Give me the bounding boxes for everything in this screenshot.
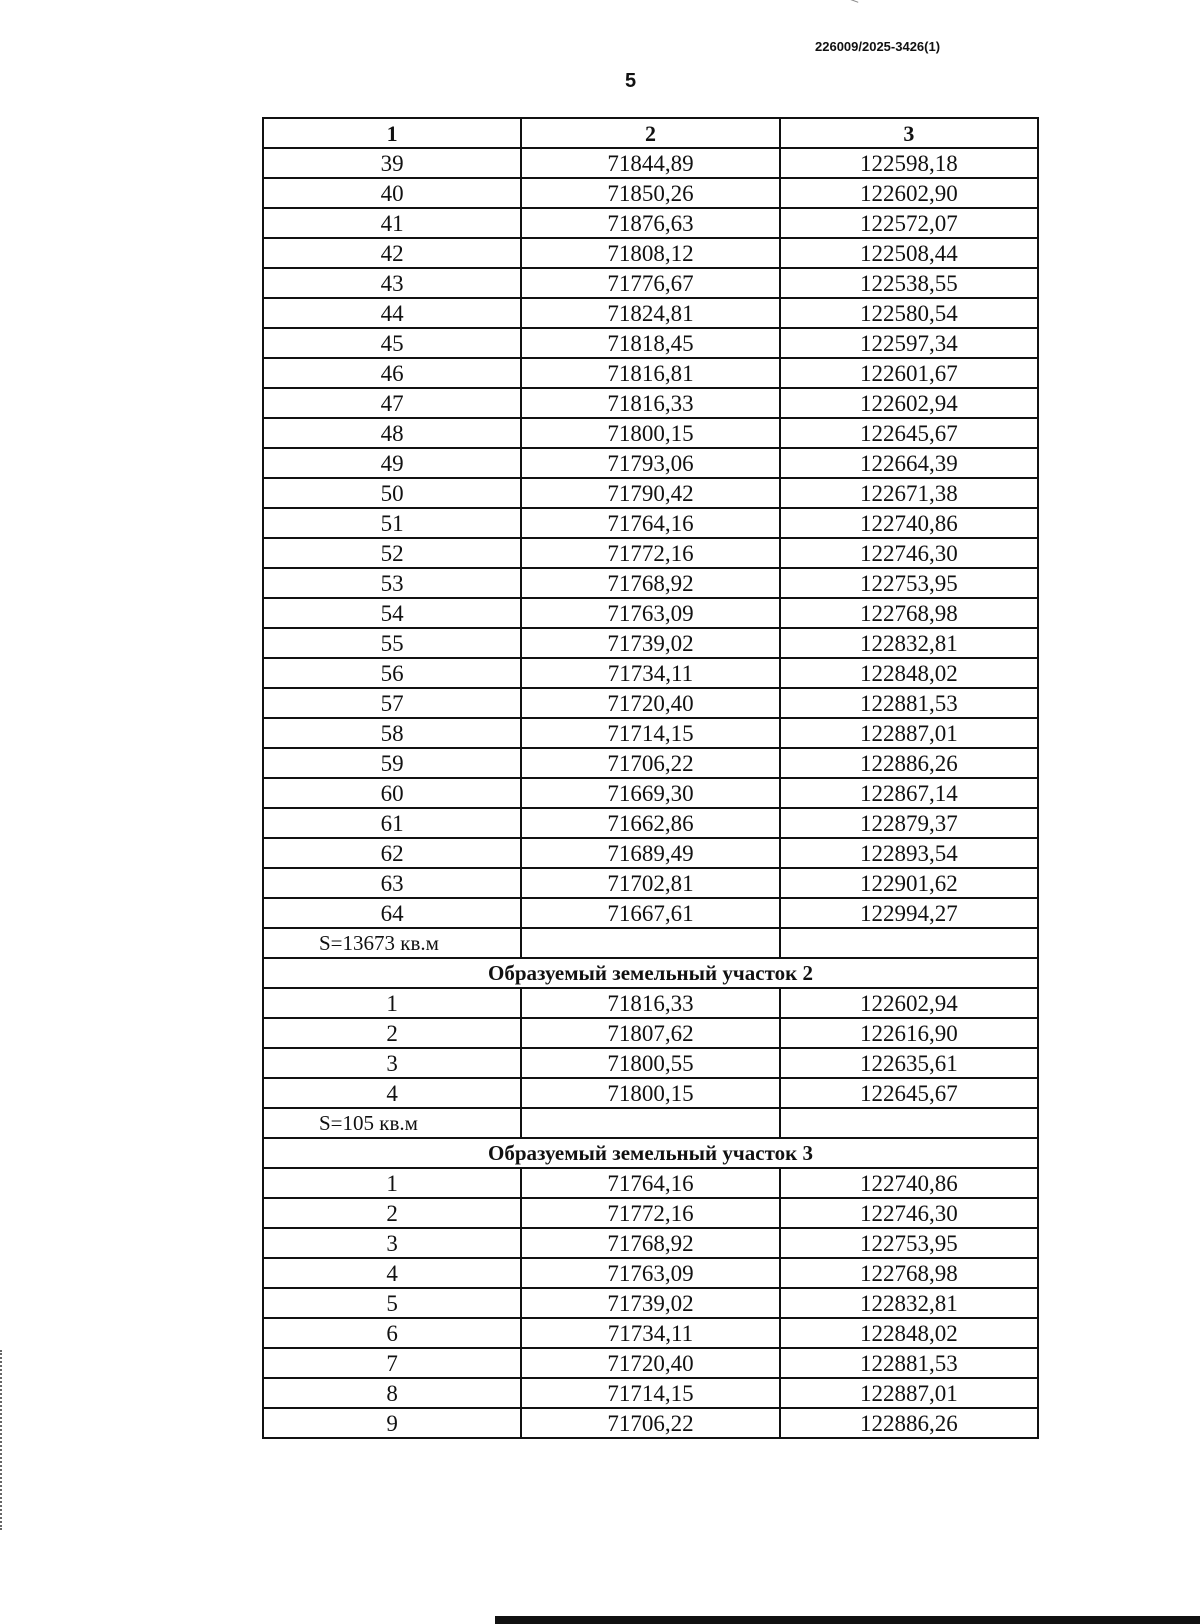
table-row — [263, 508, 1038, 538]
y-coordinate-cell: 122832,81 — [780, 628, 1038, 658]
y-coordinate-cell: 122616,90 — [780, 1018, 1038, 1048]
x-coordinate-cell: 71800,15 — [521, 1078, 779, 1108]
x-coordinate-cell: 71702,81 — [521, 868, 779, 898]
point-number-cell: 5 — [263, 1288, 521, 1318]
table-row — [263, 988, 1038, 1018]
point-number-cell: 51 — [263, 508, 521, 538]
table-body — [263, 148, 1038, 1438]
point-number-cell: 46 — [263, 358, 521, 388]
x-coordinate-cell: 71808,12 — [521, 238, 779, 268]
y-coordinate-cell: 122867,14 — [780, 778, 1038, 808]
y-coordinate-cell: 122768,98 — [780, 1258, 1038, 1288]
y-coordinate-cell: 122645,67 — [780, 418, 1038, 448]
table-row — [263, 178, 1038, 208]
point-number-cell: 49 — [263, 448, 521, 478]
x-coordinate-cell: 71800,15 — [521, 418, 779, 448]
point-number-cell: 61 — [263, 808, 521, 838]
x-coordinate-cell: 71764,16 — [521, 508, 779, 538]
x-coordinate-cell: 71768,92 — [521, 1228, 779, 1258]
table-row — [263, 538, 1038, 568]
point-number-cell: 1 — [263, 988, 521, 1018]
x-coordinate-cell: 71714,15 — [521, 718, 779, 748]
point-number-cell: 8 — [263, 1378, 521, 1408]
point-number-cell: 63 — [263, 868, 521, 898]
y-coordinate-cell: 122602,94 — [780, 988, 1038, 1018]
table-row — [263, 898, 1038, 928]
table-row — [263, 238, 1038, 268]
x-coordinate-cell: 71816,33 — [521, 388, 779, 418]
point-number-cell: 4 — [263, 1078, 521, 1108]
table-row — [263, 598, 1038, 628]
table-row — [263, 808, 1038, 838]
scan-bottom-bar — [495, 1616, 1200, 1624]
x-coordinate-cell: 71816,81 — [521, 358, 779, 388]
point-number-cell: 58 — [263, 718, 521, 748]
table-row — [263, 328, 1038, 358]
section-title: Образуемый земельный участок 3 — [263, 1138, 1038, 1168]
y-coordinate-cell: 122768,98 — [780, 598, 1038, 628]
table-row — [263, 1078, 1038, 1108]
coordinates-table — [262, 117, 1039, 1439]
x-coordinate-cell: 71734,11 — [521, 658, 779, 688]
x-coordinate-cell: 71720,40 — [521, 1348, 779, 1378]
table-row — [263, 568, 1038, 598]
table-row — [263, 1408, 1038, 1438]
y-coordinate-cell: 122879,37 — [780, 808, 1038, 838]
y-coordinate-cell: 122602,90 — [780, 178, 1038, 208]
point-number-cell: 59 — [263, 748, 521, 778]
point-number-cell: 56 — [263, 658, 521, 688]
table-row — [263, 1228, 1038, 1258]
x-coordinate-cell: 71818,45 — [521, 328, 779, 358]
table-row — [263, 868, 1038, 898]
y-coordinate-cell: 122746,30 — [780, 1198, 1038, 1228]
section-title-row — [263, 958, 1038, 988]
empty-cell — [521, 1108, 779, 1138]
point-number-cell: 62 — [263, 838, 521, 868]
point-number-cell: 60 — [263, 778, 521, 808]
table-row — [263, 748, 1038, 778]
point-number-cell: 57 — [263, 688, 521, 718]
point-number-cell: 9 — [263, 1408, 521, 1438]
point-number-cell: 55 — [263, 628, 521, 658]
x-coordinate-cell: 71850,26 — [521, 178, 779, 208]
area-value: S=105 кв.м — [263, 1108, 521, 1138]
table-header-row — [263, 118, 1038, 148]
x-coordinate-cell: 71844,89 — [521, 148, 779, 178]
empty-cell — [780, 1108, 1038, 1138]
area-row — [263, 928, 1038, 958]
point-number-cell: 44 — [263, 298, 521, 328]
table-row — [263, 418, 1038, 448]
point-number-cell: 53 — [263, 568, 521, 598]
y-coordinate-cell: 122901,62 — [780, 868, 1038, 898]
column-header-3: 3 — [780, 118, 1038, 148]
y-coordinate-cell: 122887,01 — [780, 718, 1038, 748]
point-number-cell: 40 — [263, 178, 521, 208]
y-coordinate-cell: 122572,07 — [780, 208, 1038, 238]
y-coordinate-cell: 122664,39 — [780, 448, 1038, 478]
y-coordinate-cell: 122753,95 — [780, 568, 1038, 598]
point-number-cell: 43 — [263, 268, 521, 298]
point-number-cell: 50 — [263, 478, 521, 508]
y-coordinate-cell: 122881,53 — [780, 688, 1038, 718]
area-value: S=13673 кв.м — [263, 928, 521, 958]
table-row — [263, 268, 1038, 298]
point-number-cell: 52 — [263, 538, 521, 568]
y-coordinate-cell: 122601,67 — [780, 358, 1038, 388]
x-coordinate-cell: 71816,33 — [521, 988, 779, 1018]
point-number-cell: 4 — [263, 1258, 521, 1288]
y-coordinate-cell: 122580,54 — [780, 298, 1038, 328]
empty-cell — [521, 928, 779, 958]
column-header-2: 2 — [521, 118, 779, 148]
table-row — [263, 778, 1038, 808]
point-number-cell: 2 — [263, 1198, 521, 1228]
x-coordinate-cell: 71720,40 — [521, 688, 779, 718]
y-coordinate-cell: 122635,61 — [780, 1048, 1038, 1078]
point-number-cell: 7 — [263, 1348, 521, 1378]
x-coordinate-cell: 71763,09 — [521, 598, 779, 628]
y-coordinate-cell: 122746,30 — [780, 538, 1038, 568]
table-row — [263, 688, 1038, 718]
x-coordinate-cell: 71772,16 — [521, 538, 779, 568]
x-coordinate-cell: 71807,62 — [521, 1018, 779, 1048]
x-coordinate-cell: 71800,55 — [521, 1048, 779, 1078]
table-row — [263, 1378, 1038, 1408]
point-number-cell: 41 — [263, 208, 521, 238]
y-coordinate-cell: 122994,27 — [780, 898, 1038, 928]
point-number-cell: 3 — [263, 1228, 521, 1258]
y-coordinate-cell: 122645,67 — [780, 1078, 1038, 1108]
point-number-cell: 54 — [263, 598, 521, 628]
x-coordinate-cell: 71739,02 — [521, 628, 779, 658]
table-row — [263, 1168, 1038, 1198]
table-row — [263, 1198, 1038, 1228]
x-coordinate-cell: 71734,11 — [521, 1318, 779, 1348]
table-row — [263, 658, 1038, 688]
y-coordinate-cell: 122832,81 — [780, 1288, 1038, 1318]
y-coordinate-cell: 122602,94 — [780, 388, 1038, 418]
y-coordinate-cell: 122881,53 — [780, 1348, 1038, 1378]
table-row — [263, 1258, 1038, 1288]
y-coordinate-cell: 122848,02 — [780, 658, 1038, 688]
y-coordinate-cell: 122848,02 — [780, 1318, 1038, 1348]
empty-cell — [780, 928, 1038, 958]
x-coordinate-cell: 71706,22 — [521, 1408, 779, 1438]
point-number-cell: 48 — [263, 418, 521, 448]
x-coordinate-cell: 71763,09 — [521, 1258, 779, 1288]
x-coordinate-cell: 71824,81 — [521, 298, 779, 328]
x-coordinate-cell: 71689,49 — [521, 838, 779, 868]
column-header-1: 1 — [263, 118, 521, 148]
x-coordinate-cell: 71768,92 — [521, 568, 779, 598]
x-coordinate-cell: 71793,06 — [521, 448, 779, 478]
table-row — [263, 478, 1038, 508]
point-number-cell: 45 — [263, 328, 521, 358]
y-coordinate-cell: 122597,34 — [780, 328, 1038, 358]
point-number-cell: 2 — [263, 1018, 521, 1048]
point-number-cell: 64 — [263, 898, 521, 928]
x-coordinate-cell: 71764,16 — [521, 1168, 779, 1198]
x-coordinate-cell: 71714,15 — [521, 1378, 779, 1408]
y-coordinate-cell: 122671,38 — [780, 478, 1038, 508]
point-number-cell: 47 — [263, 388, 521, 418]
point-number-cell: 1 — [263, 1168, 521, 1198]
table-row — [263, 298, 1038, 328]
point-number-cell: 39 — [263, 148, 521, 178]
section-title: Образуемый земельный участок 2 — [263, 958, 1038, 988]
page-number: 5 — [625, 70, 637, 92]
y-coordinate-cell: 122886,26 — [780, 1408, 1038, 1438]
y-coordinate-cell: 122538,55 — [780, 268, 1038, 298]
x-coordinate-cell: 71706,22 — [521, 748, 779, 778]
table-row — [263, 448, 1038, 478]
point-number-cell: 42 — [263, 238, 521, 268]
scan-edge-mark — [0, 1350, 4, 1530]
table-row — [263, 388, 1038, 418]
table-row — [263, 1048, 1038, 1078]
x-coordinate-cell: 71667,61 — [521, 898, 779, 928]
table-row — [263, 1018, 1038, 1048]
x-coordinate-cell: 71776,67 — [521, 268, 779, 298]
table-row — [263, 358, 1038, 388]
area-row — [263, 1108, 1038, 1138]
scan-mark — [848, 0, 859, 6]
x-coordinate-cell: 71876,63 — [521, 208, 779, 238]
x-coordinate-cell: 71772,16 — [521, 1198, 779, 1228]
y-coordinate-cell: 122740,86 — [780, 508, 1038, 538]
x-coordinate-cell: 71662,86 — [521, 808, 779, 838]
point-number-cell: 3 — [263, 1048, 521, 1078]
table-row — [263, 718, 1038, 748]
x-coordinate-cell: 71790,42 — [521, 478, 779, 508]
y-coordinate-cell: 122740,86 — [780, 1168, 1038, 1198]
table-row — [263, 1348, 1038, 1378]
x-coordinate-cell: 71669,30 — [521, 778, 779, 808]
y-coordinate-cell: 122886,26 — [780, 748, 1038, 778]
table-row — [263, 1318, 1038, 1348]
table-row — [263, 208, 1038, 238]
section-title-row — [263, 1138, 1038, 1168]
y-coordinate-cell: 122893,54 — [780, 838, 1038, 868]
table-row — [263, 148, 1038, 178]
table-row — [263, 1288, 1038, 1318]
point-number-cell: 6 — [263, 1318, 521, 1348]
table-row — [263, 628, 1038, 658]
document-number: 226009/2025-3426(1) — [815, 39, 941, 54]
y-coordinate-cell: 122887,01 — [780, 1378, 1038, 1408]
y-coordinate-cell: 122598,18 — [780, 148, 1038, 178]
y-coordinate-cell: 122508,44 — [780, 238, 1038, 268]
x-coordinate-cell: 71739,02 — [521, 1288, 779, 1318]
table-row — [263, 838, 1038, 868]
y-coordinate-cell: 122753,95 — [780, 1228, 1038, 1258]
